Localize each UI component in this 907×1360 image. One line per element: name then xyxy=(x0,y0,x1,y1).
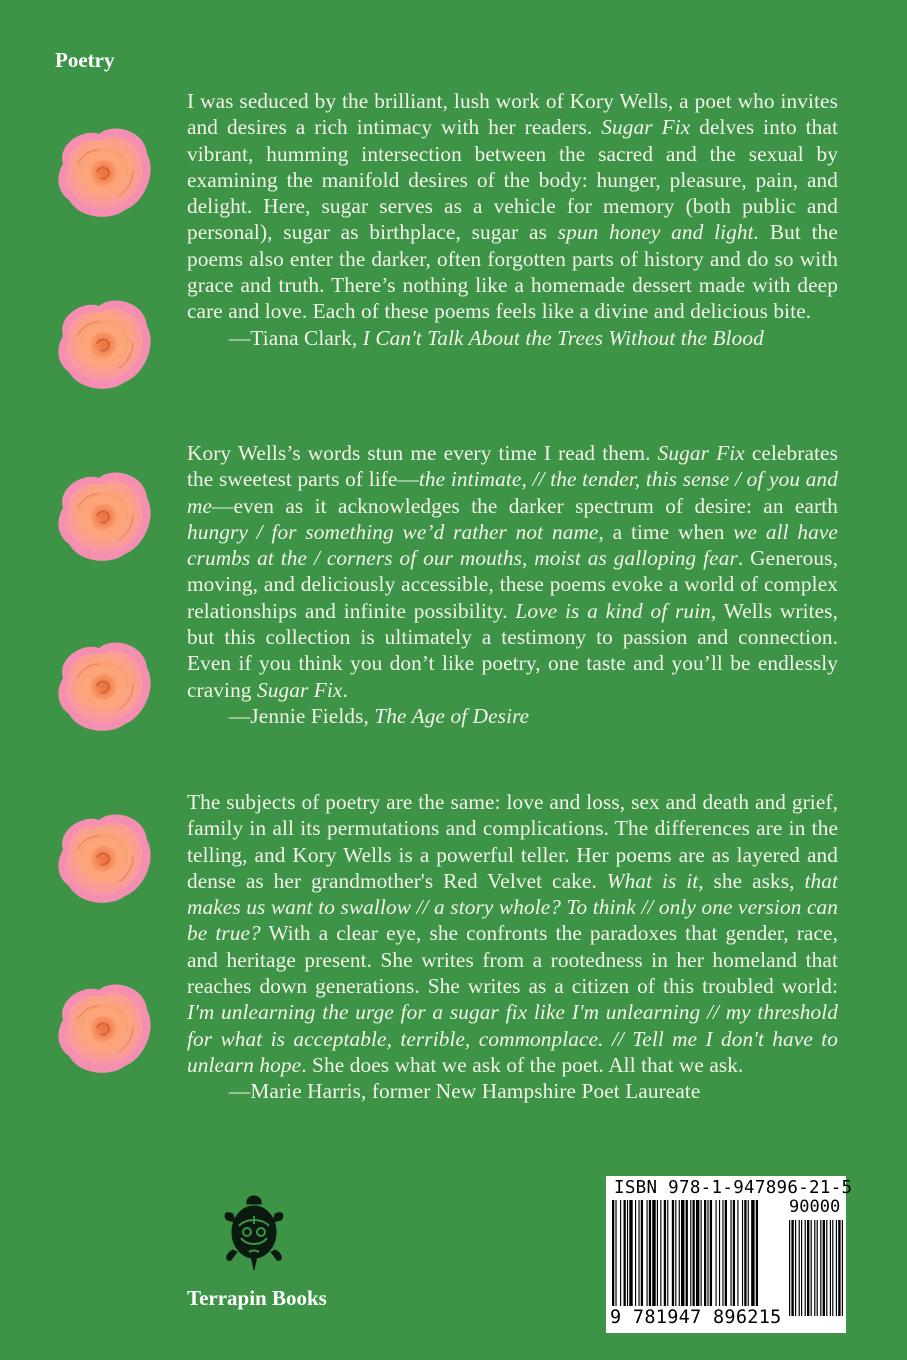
barcode-bar xyxy=(667,1200,668,1306)
barcode-bar xyxy=(733,1200,735,1306)
barcode-bar xyxy=(701,1200,702,1306)
publisher-name: Terrapin Books xyxy=(187,1286,327,1310)
barcode-bar xyxy=(696,1200,699,1306)
barcode-bar xyxy=(823,1220,825,1316)
blurb-attribution: —Marie Harris, former New Hampshire Poet Laureate xyxy=(229,1079,701,1104)
barcode-bar xyxy=(807,1220,809,1316)
barcode-bar xyxy=(801,1220,802,1316)
blurb-text: The subjects of poetry are the same: love and loss, sex and death and grief, family in all its permutations and complications. The differences are in the telling, and Kory Wells is a powerful teller. Her poems are as layered and dense as her grandmother's Red Velvet cake. What is it, she asks, that makes us want to swallow // a story whole? To think // only one version can be true? With a clear eye, she confronts the paradoxes that gender, race, and heritage present. She writes from a rootedness in her homeland that reaches down generations. She writes as a citizen of this troubled world: I'm unlearning the urge for a sugar fix like I'm unlearning // my threshold for what is acceptable, terrible, commonplace. // Tell me I don't have to unlearn hope. She does what we ask of the poet. All that we ask. xyxy=(187,790,838,1077)
barcode-bar xyxy=(660,1200,661,1306)
barcode-bar xyxy=(681,1200,684,1306)
barcode-bar xyxy=(789,1220,790,1316)
barcode-bar xyxy=(675,1200,676,1306)
barcode-bar xyxy=(707,1200,708,1306)
rose-icon xyxy=(53,638,155,734)
barcode-bar xyxy=(647,1200,648,1306)
barcode-bar xyxy=(679,1200,680,1306)
turtle-icon xyxy=(221,1194,287,1272)
blurb-attribution: —Jennie Fields, The Age of Desire xyxy=(229,703,530,728)
barcode-bar xyxy=(742,1200,743,1306)
price-code: 90000 xyxy=(789,1197,841,1217)
rose-icon xyxy=(53,980,155,1076)
barcode-bar xyxy=(693,1200,695,1306)
barcode-bar xyxy=(716,1200,717,1306)
barcode-bar xyxy=(817,1220,818,1316)
blurb-text: Kory Wells’s words stun me every time I read them. Sugar Fix celebrates the sweetest parts of life—the intimate, // the tender, this sense / of you and me—even as it acknowledges the darker spectrum of desire: an earth hungry / for something we’d rather not name, a time when we all have crumbs at the / corners of our mouths, moist as galloping fear. Generous, moving, and deliciously accessible, these poems evoke a world of complex relationships and infinite possibility. Love is a kind of ruin, Wells writes, but this collection is ultimately a testimony to passion and connection. Even if you think you don’t like poetry, one taste and you’ll be endlessly craving Sugar Fix. xyxy=(187,441,838,702)
barcode-bar xyxy=(756,1200,758,1306)
barcode-bar xyxy=(811,1220,812,1316)
barcode-bar xyxy=(629,1200,632,1306)
blurb-tiana-clark xyxy=(187,88,838,351)
barcode-bar xyxy=(842,1220,843,1316)
barcode-bar xyxy=(710,1200,712,1306)
barcode-bar xyxy=(791,1220,793,1316)
barcode-bar xyxy=(725,1200,727,1306)
barcode-bar xyxy=(620,1200,621,1306)
barcode-bar xyxy=(641,1200,643,1306)
barcode-bar xyxy=(748,1200,749,1306)
barcode-bar xyxy=(664,1200,666,1306)
barcode-bar xyxy=(820,1220,821,1316)
barcode-digits: 9 781947 896215 xyxy=(610,1307,782,1328)
barcode-bar xyxy=(624,1200,626,1306)
isbn-label: ISBN 978-1-947896-21-5 xyxy=(614,1178,853,1198)
barcode-bar xyxy=(615,1200,616,1306)
barcode-bar xyxy=(751,1200,754,1306)
barcode-bar xyxy=(638,1200,639,1306)
barcode-bar xyxy=(652,1200,655,1306)
barcode-bar xyxy=(690,1200,691,1306)
barcode-bar xyxy=(795,1220,796,1316)
category-label: Poetry xyxy=(55,48,115,72)
barcode-bar xyxy=(722,1200,723,1306)
barcode-bar xyxy=(836,1220,837,1316)
barcode-bar xyxy=(672,1200,674,1306)
barcode-bar xyxy=(704,1200,706,1306)
barcode-bar xyxy=(832,1220,833,1316)
barcode-bar xyxy=(686,1200,688,1306)
rose-icon xyxy=(53,296,155,392)
barcode-bar xyxy=(826,1220,827,1316)
barcode-bar xyxy=(627,1200,628,1306)
rose-icon xyxy=(53,468,155,564)
blurb-text: I was seduced by the brilliant, lush work of Kory Wells, a poet who invites and desires a rich intimacy with her readers. Sugar Fix delves into that vibrant, humming intersection between the sacred and the sexual by examining the manifold desires of the body: hunger, pleasure, pain, and delight. Here, sugar serves as a vehicle for memory (both public and personal), sugar as birthplace, sugar as spun honey and light. But the poems also enter the darker, often forgotten parts of history and do so with grace and truth. There’s nothing like a homemade dessert made with deep care and love. Each of these poems feels like a divine and delicious bite. xyxy=(187,89,838,324)
blurb-marie-harris xyxy=(187,789,838,1105)
barcode-bar xyxy=(730,1200,731,1306)
barcode-bar xyxy=(649,1200,651,1306)
barcode-bar xyxy=(799,1220,800,1316)
blurb-attribution: —Tiana Clark, I Can't Talk About the Trees Without the Blood xyxy=(229,325,764,350)
barcode-bar xyxy=(635,1200,636,1306)
rose-icon xyxy=(53,124,155,220)
barcode-bar xyxy=(805,1220,806,1316)
barcode-bar xyxy=(838,1220,840,1316)
blurb-jennie-fields xyxy=(187,440,838,729)
barcode-bar xyxy=(814,1220,815,1316)
barcode-bar xyxy=(737,1200,738,1306)
barcode-bar xyxy=(612,1200,614,1306)
barcode-bar xyxy=(744,1200,746,1306)
barcode-bar xyxy=(657,1200,658,1306)
isbn-barcode xyxy=(606,1176,853,1333)
barcode-bar xyxy=(830,1220,831,1316)
barcode-bar xyxy=(719,1200,720,1306)
rose-icon xyxy=(53,810,155,906)
